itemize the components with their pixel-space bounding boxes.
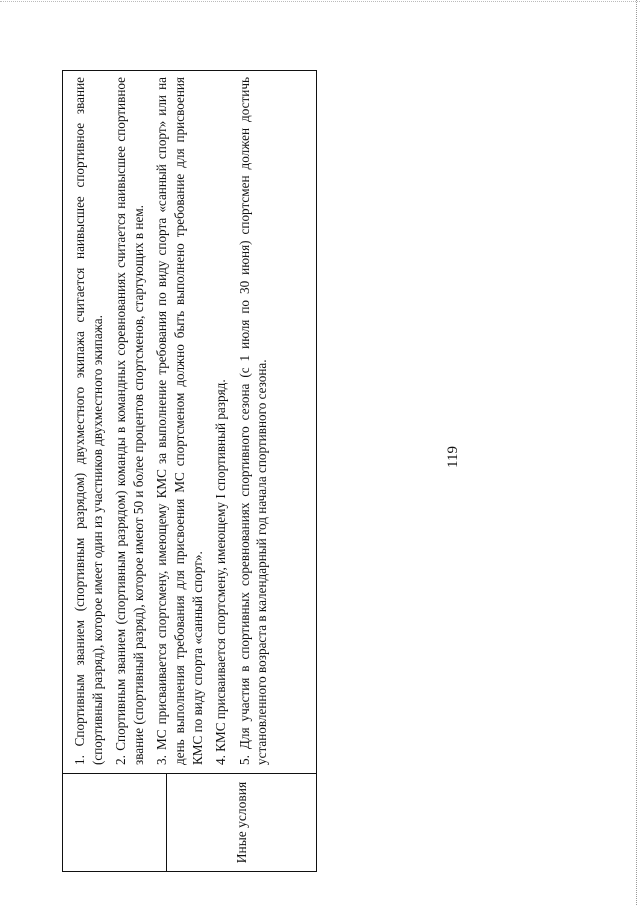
table-content-cell <box>63 71 316 773</box>
table-empty-cell <box>63 774 167 871</box>
page-number: 119 <box>445 446 461 468</box>
condition-paragraph-1: 1. Спортивным званием (спортивным разрядом) двухместного экипажа считается наивысшее спортивное звание (спортивный разряд), которое имеет один из участников двухместного экипажа. <box>72 77 105 765</box>
condition-paragraph-3: 3. МС присваивается спортсмену, имеющему КМС за выполнение требования по виду спорта «санный спорт» или на день выполнения требования для присвоения МС спортсменом должно быть выполнено требование для присвоения КМС по виду спорта «санный спорт». <box>154 77 205 765</box>
table-label-column <box>63 773 316 871</box>
table-row-label: Иные условия <box>233 781 249 864</box>
condition-paragraph-2: 2. Спортивным званием (спортивным разрядом) команды в командных соревнованиях считается наивысшее спортивное звание (спортивный разряд), которое имеют 50 и более процентов спортсменов, стартующих в нем. <box>113 77 146 765</box>
scan-edge-bottom <box>636 0 637 905</box>
condition-paragraph-5: 5. Для участия в спортивных соревнованиях спортивного сезона (с 1 июля по 30 июня) спортсмен должен достичь установленного возраста в календарный год начала спортивного сезона. <box>236 77 270 765</box>
conditions-table <box>62 70 317 872</box>
condition-paragraph-4: 4. КМС присваивается спортсмену, имеющему I спортивный разряд. <box>213 379 229 765</box>
scan-edge-right <box>0 1 640 2</box>
